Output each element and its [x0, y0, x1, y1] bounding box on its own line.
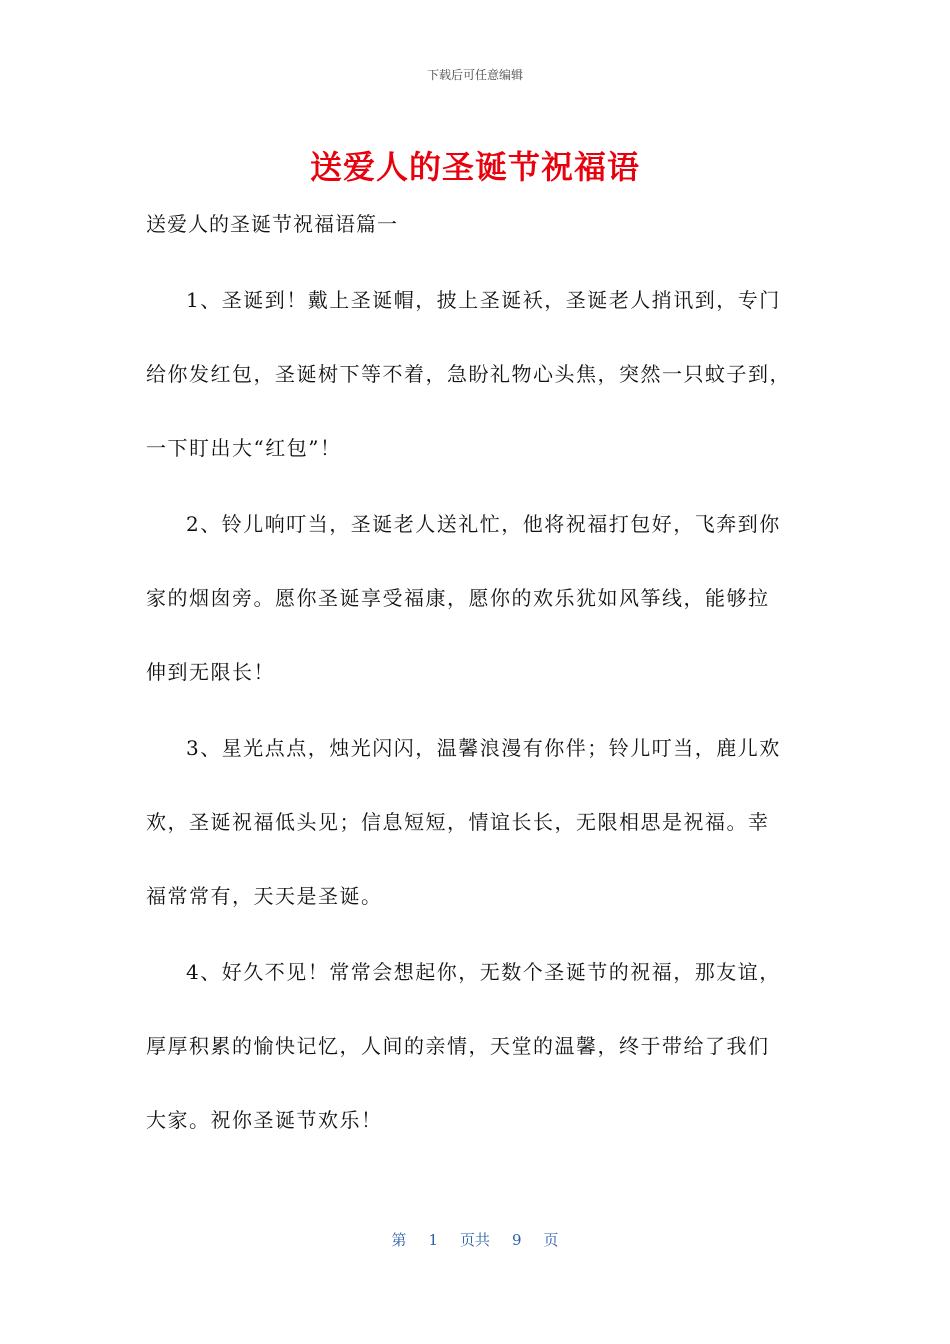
footer-page-middle: 页共: [459, 1231, 490, 1249]
header-note: 下载后可任意编辑: [426, 68, 523, 82]
paragraph-3-line-2: 欢，圣诞祝福低头见；信息短短，情谊长长，无限相思是祝福。幸: [146, 810, 770, 834]
footer-page-suffix: 页: [543, 1231, 559, 1249]
paragraph-1-line-2: 给你发红包，圣诞树下等不着，急盼礼物心头焦，突然一只蚊子到，: [146, 362, 791, 386]
paragraph-3-line-3: 福常常有，天天是圣诞。: [146, 884, 383, 908]
paragraph-1-line-1: 1、圣诞到！戴上圣诞帽，披上圣诞袄，圣诞老人捎讯到，专门: [186, 288, 781, 312]
paragraph-3-line-1: 3、星光点点，烛光闪闪，温馨浪漫有你伴；铃儿叮当，鹿儿欢: [186, 736, 781, 760]
paragraph-4-line-3: 大家。祝你圣诞节欢乐！: [146, 1108, 383, 1132]
footer-total-pages: 9: [512, 1231, 522, 1249]
paragraph-4-line-1: 4、好久不见！常常会想起你，无数个圣诞节的祝福，那友谊，: [186, 960, 781, 984]
paragraph-2-line-1: 2、铃儿响叮当，圣诞老人送礼忙，他将祝福打包好，飞奔到你: [186, 512, 781, 536]
footer-page-prefix: 第: [391, 1231, 407, 1249]
paragraph-4-line-2: 厚厚积累的愉快记忆，人间的亲情，天堂的温馨，终于带给了我们: [146, 1034, 770, 1058]
document-title: 送爱人的圣诞节祝福语: [309, 148, 640, 186]
paragraph-1-line-3: 一下盯出大“红包”！: [146, 436, 342, 460]
paragraph-2-line-3: 伸到无限长！: [146, 660, 275, 684]
paragraph-2-line-2: 家的烟囱旁。愿你圣诞享受福康，愿你的欢乐犹如风筝线，能够拉: [146, 586, 770, 610]
section-heading: 送爱人的圣诞节祝福语篇一: [146, 212, 398, 236]
page-footer: [0, 1229, 950, 1250]
footer-current-page: 1: [428, 1231, 438, 1249]
